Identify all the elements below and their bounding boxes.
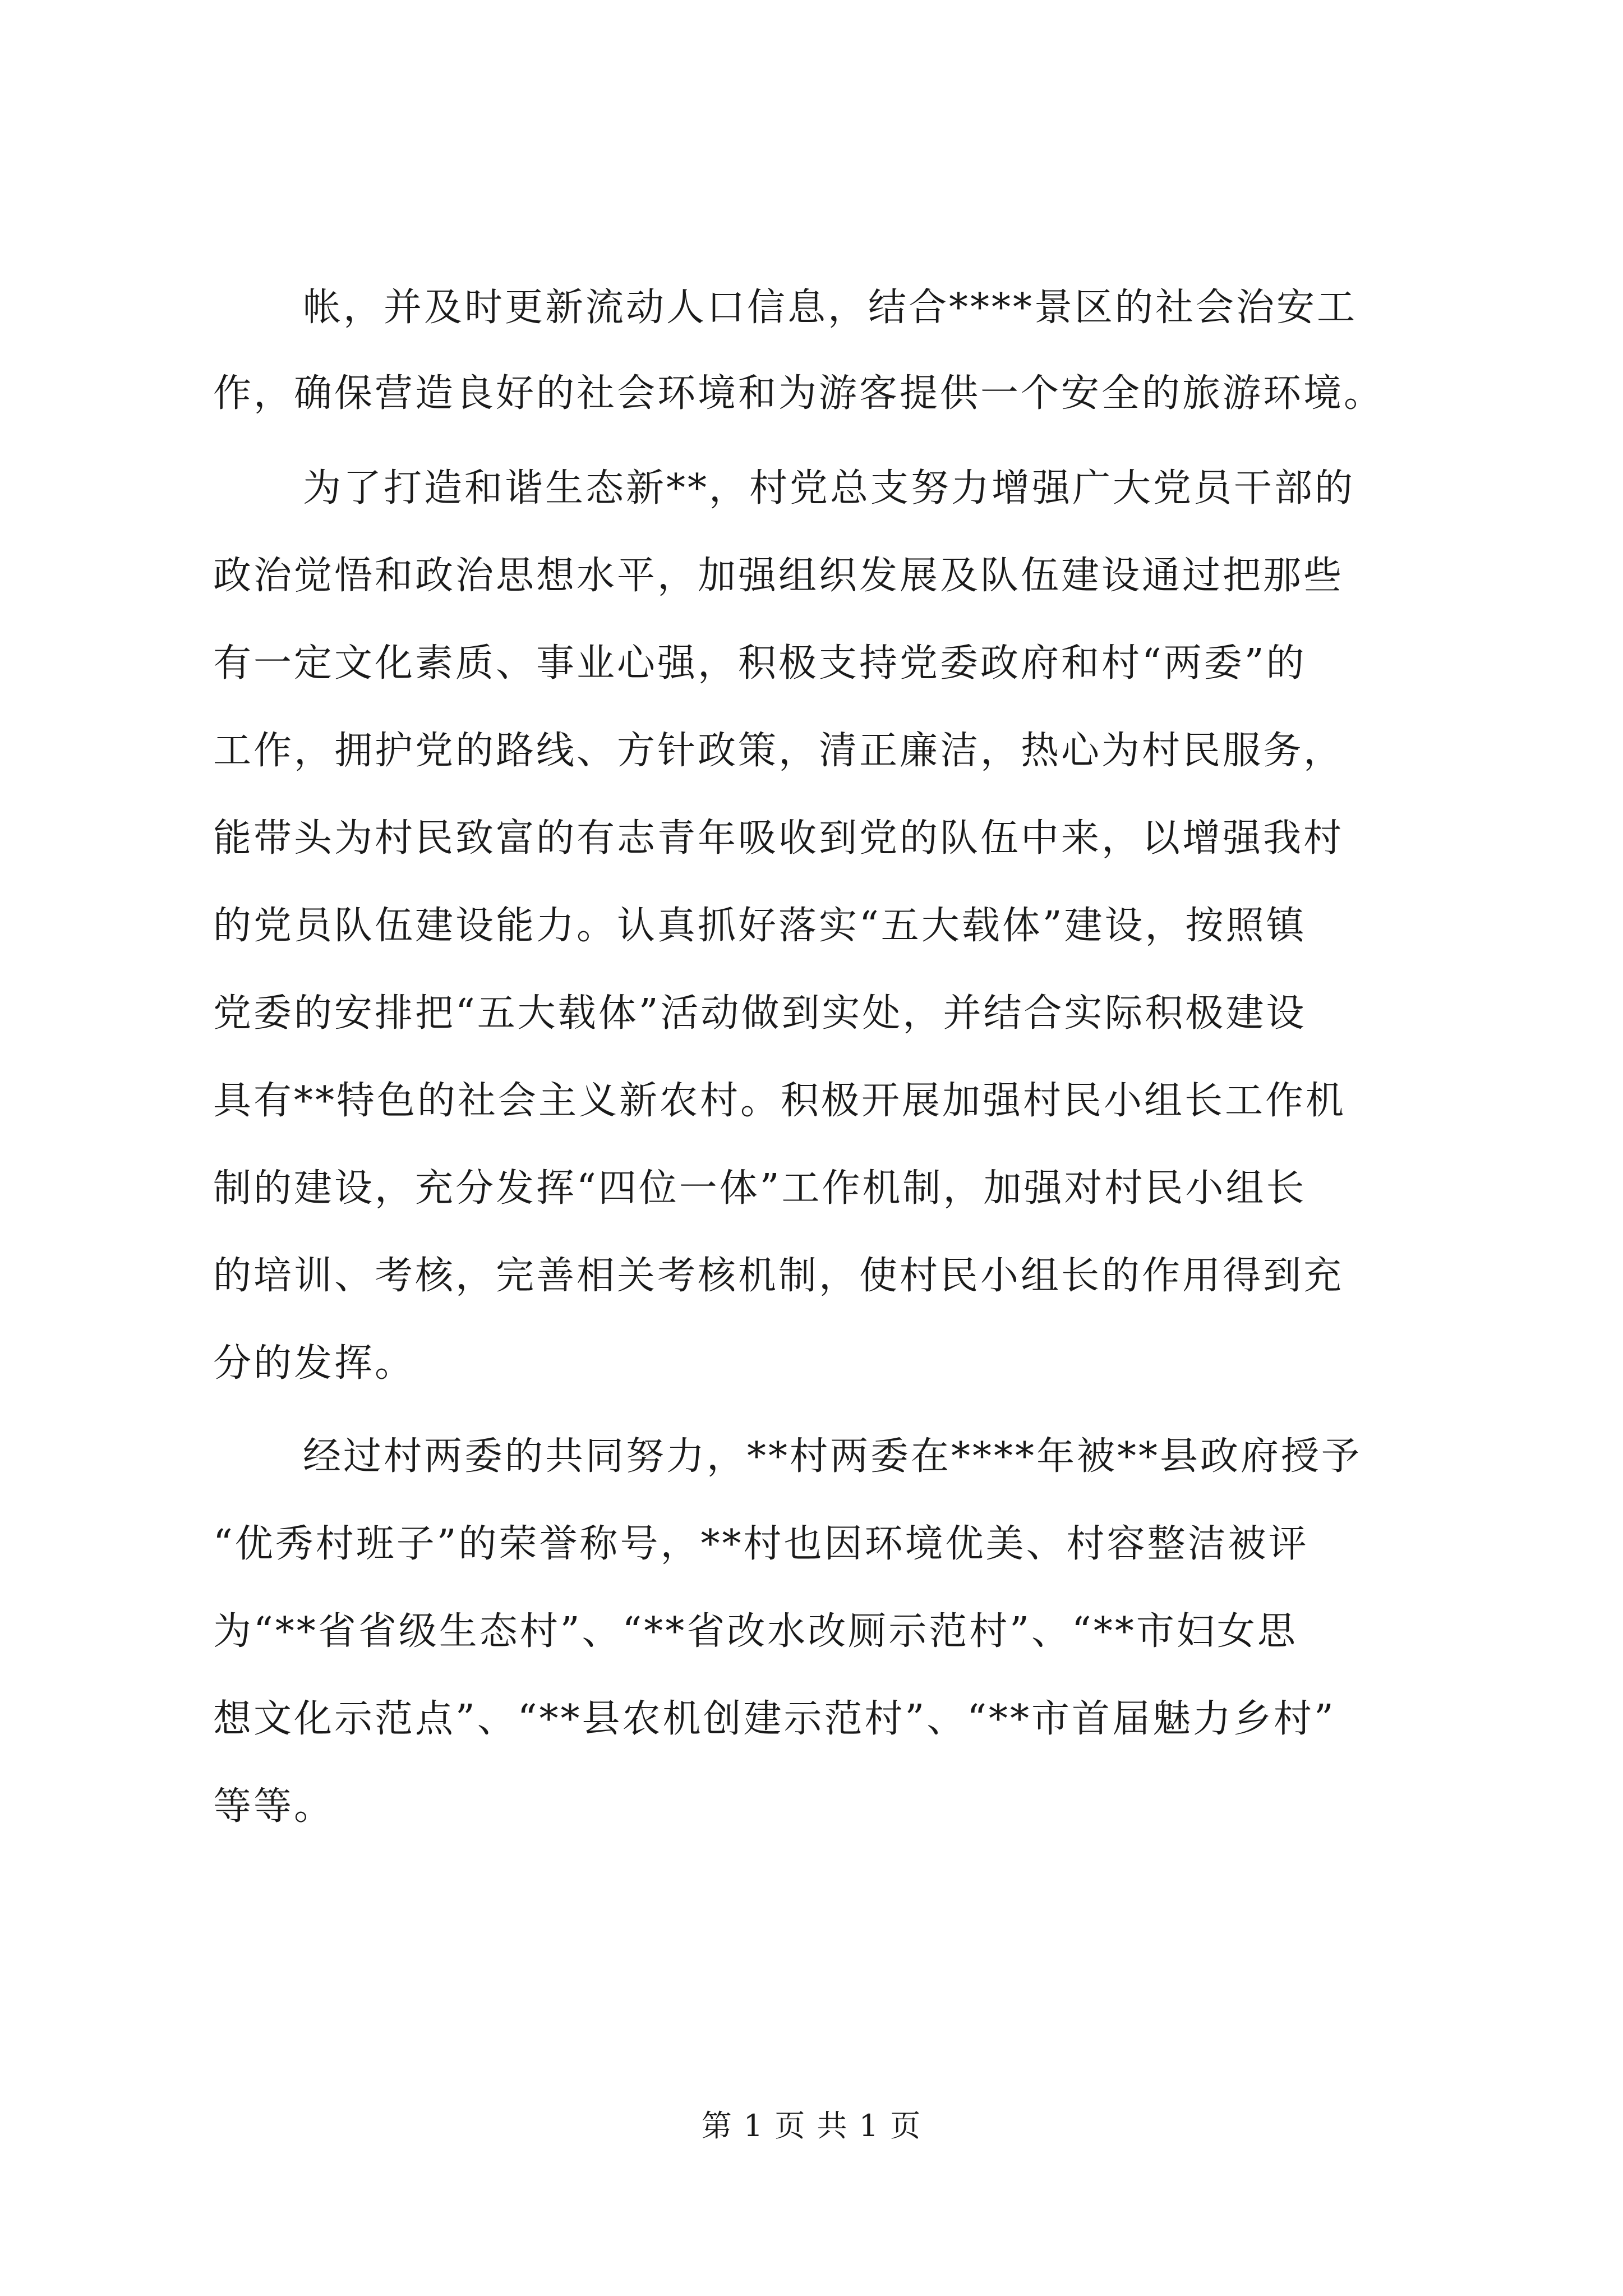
- paragraph-line: 作，确保营造良好的社会环境和为游客提供一个安全的旅游环境。: [213, 371, 1385, 416]
- paragraph-line: 的党员队伍建设能力。认真抓好落实“五大载体”建设，按照镇: [213, 904, 1307, 948]
- page-number-footer: 第 1 页 共 1 页: [701, 2108, 922, 2143]
- paragraph-line: 为“**省省级生态村”、“**省改水改厕示范村”、“**市妇女思: [213, 1609, 1298, 1654]
- paragraph-line: 帐，并及时更新流动人口信息，结合****景区的社会治安工: [303, 286, 1358, 330]
- paragraph-line: 经过村两委的共同努力，**村两委在****年被**县政府授予: [303, 1434, 1362, 1479]
- paragraph-line: 想文化示范点”、“**县农机创建示范村”、“**市首届魅力乡村”: [213, 1697, 1336, 1741]
- paragraph-line: 工作，拥护党的路线、方针政策，清正廉洁，热心为村民服务，: [213, 729, 1344, 773]
- paragraph-line: 等等。: [213, 1784, 335, 1829]
- paragraph-line: “优秀村班子”的荣誉称号，**村也因环境优美、村容整洁被评: [213, 1522, 1309, 1566]
- paragraph-line: 的培训、考核，完善相关考核机制，使村民小组长的作用得到充: [213, 1254, 1344, 1298]
- paragraph-line: 分的发挥。: [213, 1341, 416, 1386]
- paragraph-line: 制的建设，充分发挥“四位一体”工作机制，加强对村民小组长: [213, 1166, 1307, 1211]
- paragraph-line: 党委的安排把“五大载体”活动做到实处，并结合实际积极建设: [213, 991, 1307, 1036]
- paragraph-line: 具有**特色的社会主义新农村。积极开展加强村民小组长工作机: [213, 1079, 1347, 1123]
- paragraph-line: 有一定文化素质、事业心强，积极支持党委政府和村“两委”的: [213, 641, 1307, 685]
- paragraph-line: 为了打造和谐生态新**，村党总支努力增强广大党员干部的: [303, 466, 1355, 510]
- paragraph-line: 政治觉悟和政治思想水平，加强组织发展及队伍建设通过把那些: [213, 554, 1344, 598]
- paragraph-line: 能带头为村民致富的有志青年吸收到党的队伍中来，以增强我村: [213, 816, 1344, 861]
